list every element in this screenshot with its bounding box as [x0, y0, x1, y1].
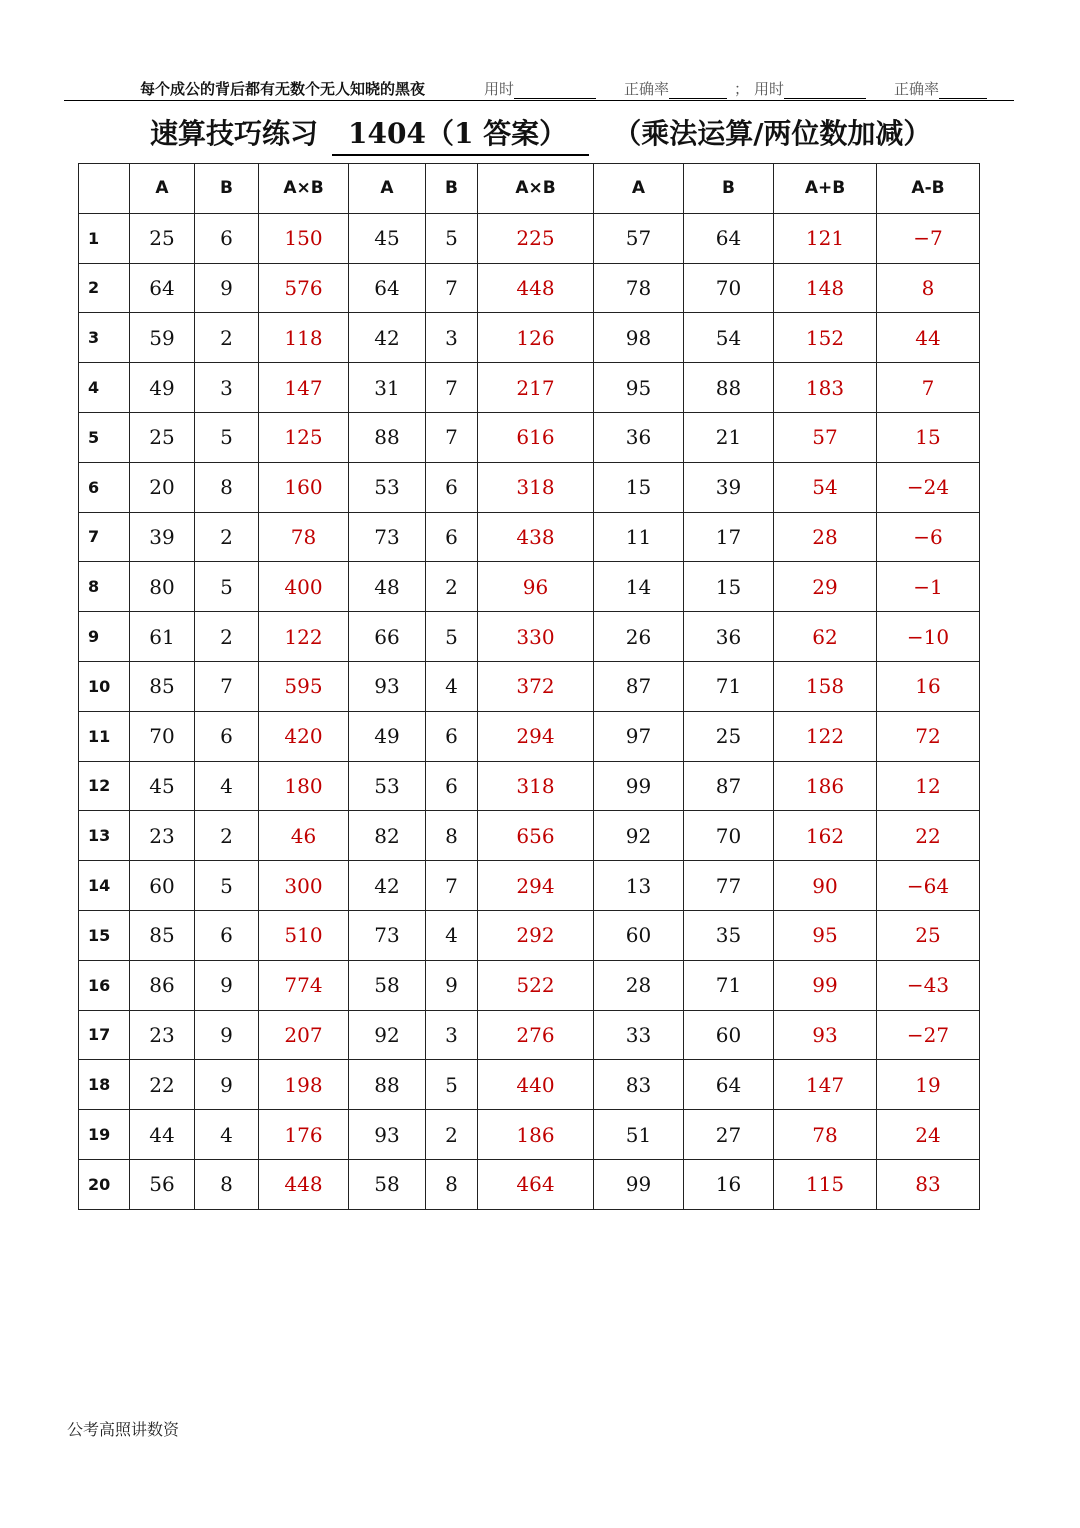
operand-cell: 7: [426, 861, 478, 911]
row-number: 2: [79, 263, 130, 313]
row-number: 12: [79, 761, 130, 811]
page-title: [150, 112, 980, 156]
table-row: [79, 711, 980, 761]
row-number: 7: [79, 512, 130, 562]
separator: ；: [734, 80, 750, 98]
accuracy-label-1: 正确率: [624, 78, 727, 99]
table-row: [79, 960, 980, 1010]
operand-cell: 93: [349, 661, 426, 711]
operand-cell: 4: [426, 910, 478, 960]
answer-cell: −43: [877, 960, 980, 1010]
operand-cell: 57: [594, 213, 684, 263]
table-row: [79, 1110, 980, 1160]
answer-cell: 186: [774, 761, 877, 811]
answer-cell: 57: [774, 412, 877, 462]
operand-cell: 7: [426, 263, 478, 313]
operand-cell: 9: [195, 263, 259, 313]
operand-cell: 17: [684, 512, 774, 562]
operand-cell: 36: [594, 412, 684, 462]
operand-cell: 23: [130, 811, 195, 861]
operand-cell: 15: [594, 462, 684, 512]
operand-cell: 4: [195, 761, 259, 811]
answer-table: [78, 163, 980, 1210]
answer-cell: 15: [877, 412, 980, 462]
operand-cell: 22: [130, 1060, 195, 1110]
title-code: 1404（1 答案）: [332, 112, 589, 156]
answer-cell: 186: [478, 1110, 594, 1160]
time-blank-2[interactable]: [784, 84, 866, 99]
operand-cell: 5: [426, 612, 478, 662]
answer-cell: 448: [478, 263, 594, 313]
operand-cell: 14: [594, 562, 684, 612]
operand-cell: 20: [130, 462, 195, 512]
answer-cell: 152: [774, 313, 877, 363]
answer-cell: −64: [877, 861, 980, 911]
table-row: [79, 462, 980, 512]
operand-cell: 6: [426, 462, 478, 512]
answer-cell: 122: [259, 612, 349, 662]
operand-cell: 99: [594, 1159, 684, 1209]
answer-cell: 8: [877, 263, 980, 313]
answer-cell: 294: [478, 861, 594, 911]
answer-cell: 330: [478, 612, 594, 662]
operand-cell: 88: [349, 412, 426, 462]
operand-cell: 8: [195, 462, 259, 512]
operand-cell: 58: [349, 960, 426, 1010]
answer-cell: −27: [877, 1010, 980, 1060]
answer-cell: 522: [478, 960, 594, 1010]
table-row: [79, 811, 980, 861]
answer-cell: 96: [478, 562, 594, 612]
table-row: [79, 263, 980, 313]
answer-cell: 125: [259, 412, 349, 462]
operand-cell: 86: [130, 960, 195, 1010]
operand-cell: 2: [195, 612, 259, 662]
operand-cell: 44: [130, 1110, 195, 1160]
operand-cell: 9: [426, 960, 478, 1010]
operand-cell: 9: [195, 1060, 259, 1110]
answer-cell: 78: [774, 1110, 877, 1160]
column-header: [79, 164, 130, 214]
operand-cell: 64: [130, 263, 195, 313]
operand-cell: 3: [195, 363, 259, 413]
table-row: [79, 363, 980, 413]
column-header: A: [594, 164, 684, 214]
answer-cell: 160: [259, 462, 349, 512]
operand-cell: 39: [684, 462, 774, 512]
table-row: [79, 661, 980, 711]
operand-cell: 6: [426, 711, 478, 761]
row-number: 1: [79, 213, 130, 263]
table-row: [79, 213, 980, 263]
accuracy-blank-2[interactable]: [939, 84, 987, 99]
operand-cell: 6: [426, 512, 478, 562]
operand-cell: 49: [349, 711, 426, 761]
table-row: [79, 761, 980, 811]
answer-cell: 122: [774, 711, 877, 761]
row-number: 18: [79, 1060, 130, 1110]
operand-cell: 25: [130, 412, 195, 462]
time-label-2: 用时: [754, 78, 866, 99]
operand-cell: 26: [594, 612, 684, 662]
operand-cell: 5: [426, 1060, 478, 1110]
row-number: 3: [79, 313, 130, 363]
operand-cell: 6: [195, 711, 259, 761]
operand-cell: 53: [349, 462, 426, 512]
answer-cell: 464: [478, 1159, 594, 1209]
answer-cell: 420: [259, 711, 349, 761]
answer-cell: 62: [774, 612, 877, 662]
operand-cell: 2: [426, 1110, 478, 1160]
operand-cell: 27: [684, 1110, 774, 1160]
operand-cell: 64: [349, 263, 426, 313]
operand-cell: 73: [349, 910, 426, 960]
answer-cell: 148: [774, 263, 877, 313]
operand-cell: 5: [195, 562, 259, 612]
answer-cell: 318: [478, 761, 594, 811]
operand-cell: 25: [684, 711, 774, 761]
answer-cell: 656: [478, 811, 594, 861]
answer-cell: 294: [478, 711, 594, 761]
operand-cell: 4: [426, 661, 478, 711]
answer-cell: 83: [877, 1159, 980, 1209]
answer-cell: 440: [478, 1060, 594, 1110]
operand-cell: 3: [426, 1010, 478, 1060]
operand-cell: 8: [426, 1159, 478, 1209]
answer-cell: 183: [774, 363, 877, 413]
operand-cell: 60: [130, 861, 195, 911]
operand-cell: 6: [195, 213, 259, 263]
operand-cell: 64: [684, 213, 774, 263]
operand-cell: 87: [594, 661, 684, 711]
time-blank-1[interactable]: [514, 84, 596, 99]
row-number: 15: [79, 910, 130, 960]
operand-cell: 7: [426, 412, 478, 462]
operand-cell: 23: [130, 1010, 195, 1060]
row-number: 14: [79, 861, 130, 911]
row-number: 8: [79, 562, 130, 612]
answer-cell: 318: [478, 462, 594, 512]
operand-cell: 83: [594, 1060, 684, 1110]
answer-cell: 276: [478, 1010, 594, 1060]
operand-cell: 7: [195, 661, 259, 711]
answer-cell: 176: [259, 1110, 349, 1160]
row-number: 16: [79, 960, 130, 1010]
row-number: 5: [79, 412, 130, 462]
operand-cell: 5: [195, 412, 259, 462]
answer-cell: 372: [478, 661, 594, 711]
table-row: [79, 412, 980, 462]
answer-cell: 207: [259, 1010, 349, 1060]
row-number: 17: [79, 1010, 130, 1060]
operand-cell: 98: [594, 313, 684, 363]
operand-cell: 2: [195, 313, 259, 363]
answer-cell: 99: [774, 960, 877, 1010]
answer-cell: 300: [259, 861, 349, 911]
operand-cell: 53: [349, 761, 426, 811]
time-label-1: 用时: [484, 78, 596, 99]
answer-cell: 147: [774, 1060, 877, 1110]
operand-cell: 92: [349, 1010, 426, 1060]
operand-cell: 42: [349, 313, 426, 363]
operand-cell: 25: [130, 213, 195, 263]
answer-cell: 147: [259, 363, 349, 413]
answer-cell: 180: [259, 761, 349, 811]
column-header: A-B: [877, 164, 980, 214]
column-header: A: [349, 164, 426, 214]
column-header: A×B: [478, 164, 594, 214]
answer-cell: 616: [478, 412, 594, 462]
table-row: [79, 1060, 980, 1110]
column-header: B: [684, 164, 774, 214]
operand-cell: 80: [130, 562, 195, 612]
answer-cell: 93: [774, 1010, 877, 1060]
operand-cell: 71: [684, 661, 774, 711]
row-number: 4: [79, 363, 130, 413]
answer-cell: 121: [774, 213, 877, 263]
operand-cell: 39: [130, 512, 195, 562]
operand-cell: 70: [684, 263, 774, 313]
operand-cell: 6: [195, 910, 259, 960]
answer-cell: 72: [877, 711, 980, 761]
operand-cell: 95: [594, 363, 684, 413]
answer-cell: 25: [877, 910, 980, 960]
operand-cell: 64: [684, 1060, 774, 1110]
operand-cell: 70: [130, 711, 195, 761]
table-row: [79, 512, 980, 562]
operand-cell: 85: [130, 910, 195, 960]
operand-cell: 58: [349, 1159, 426, 1209]
operand-cell: 45: [130, 761, 195, 811]
row-number: 9: [79, 612, 130, 662]
answer-cell: 400: [259, 562, 349, 612]
answer-cell: 12: [877, 761, 980, 811]
answer-cell: −24: [877, 462, 980, 512]
answer-cell: 217: [478, 363, 594, 413]
operand-cell: 7: [426, 363, 478, 413]
answer-cell: 19: [877, 1060, 980, 1110]
column-header: B: [426, 164, 478, 214]
operand-cell: 49: [130, 363, 195, 413]
operand-cell: 11: [594, 512, 684, 562]
answer-cell: 7: [877, 363, 980, 413]
operand-cell: 70: [684, 811, 774, 861]
operand-cell: 99: [594, 761, 684, 811]
operand-cell: 60: [684, 1010, 774, 1060]
title-subtitle: （乘法运算/两位数加减）: [613, 117, 932, 150]
title-main: 速算技巧练习: [150, 117, 319, 150]
row-number: 6: [79, 462, 130, 512]
table-row: [79, 910, 980, 960]
answer-cell: 292: [478, 910, 594, 960]
answer-cell: −7: [877, 213, 980, 263]
operand-cell: 8: [195, 1159, 259, 1209]
column-header: B: [195, 164, 259, 214]
operand-cell: 77: [684, 861, 774, 911]
answer-cell: 126: [478, 313, 594, 363]
operand-cell: 36: [684, 612, 774, 662]
answer-cell: 162: [774, 811, 877, 861]
column-header: A: [130, 164, 195, 214]
table-row: [79, 612, 980, 662]
motto-text: 每个成公的背后都有无数个无人知晓的黑夜: [140, 80, 426, 98]
operand-cell: 92: [594, 811, 684, 861]
operand-cell: 15: [684, 562, 774, 612]
operand-cell: 21: [684, 412, 774, 462]
operand-cell: 88: [684, 363, 774, 413]
operand-cell: 97: [594, 711, 684, 761]
operand-cell: 48: [349, 562, 426, 612]
table-row: [79, 1010, 980, 1060]
operand-cell: 33: [594, 1010, 684, 1060]
operand-cell: 2: [426, 562, 478, 612]
answer-cell: 24: [877, 1110, 980, 1160]
accuracy-label-2: 正确率: [894, 78, 987, 99]
table-row: [79, 562, 980, 612]
operand-cell: 16: [684, 1159, 774, 1209]
operand-cell: 59: [130, 313, 195, 363]
answer-cell: 438: [478, 512, 594, 562]
operand-cell: 42: [349, 861, 426, 911]
answer-cell: −1: [877, 562, 980, 612]
answer-cell: 115: [774, 1159, 877, 1209]
answer-cell: 44: [877, 313, 980, 363]
operand-cell: 31: [349, 363, 426, 413]
answer-cell: 16: [877, 661, 980, 711]
answer-cell: 448: [259, 1159, 349, 1209]
column-header: A+B: [774, 164, 877, 214]
row-number: 11: [79, 711, 130, 761]
operand-cell: 71: [684, 960, 774, 1010]
answer-cell: −6: [877, 512, 980, 562]
answer-cell: 595: [259, 661, 349, 711]
answer-cell: 225: [478, 213, 594, 263]
operand-cell: 3: [426, 313, 478, 363]
table-row: [79, 861, 980, 911]
table-row: [79, 313, 980, 363]
operand-cell: 13: [594, 861, 684, 911]
accuracy-blank-1[interactable]: [669, 84, 727, 99]
operand-cell: 5: [426, 213, 478, 263]
operand-cell: 93: [349, 1110, 426, 1160]
operand-cell: 9: [195, 1010, 259, 1060]
operand-cell: 73: [349, 512, 426, 562]
operand-cell: 87: [684, 761, 774, 811]
operand-cell: 4: [195, 1110, 259, 1160]
operand-cell: 6: [426, 761, 478, 811]
answer-cell: 22: [877, 811, 980, 861]
answer-cell: 28: [774, 512, 877, 562]
answer-cell: 774: [259, 960, 349, 1010]
answer-cell: 90: [774, 861, 877, 911]
operand-cell: 8: [426, 811, 478, 861]
operand-cell: 45: [349, 213, 426, 263]
operand-cell: 35: [684, 910, 774, 960]
operand-cell: 60: [594, 910, 684, 960]
answer-cell: 510: [259, 910, 349, 960]
operand-cell: 88: [349, 1060, 426, 1110]
answer-cell: 78: [259, 512, 349, 562]
operand-cell: 54: [684, 313, 774, 363]
answer-cell: 198: [259, 1060, 349, 1110]
operand-cell: 5: [195, 861, 259, 911]
row-number: 10: [79, 661, 130, 711]
answer-cell: −10: [877, 612, 980, 662]
operand-cell: 9: [195, 960, 259, 1010]
row-number: 20: [79, 1159, 130, 1209]
table-header-row: [79, 164, 980, 214]
table-body: [79, 213, 980, 1209]
operand-cell: 2: [195, 512, 259, 562]
answer-cell: 46: [259, 811, 349, 861]
answer-cell: 54: [774, 462, 877, 512]
column-header: A×B: [259, 164, 349, 214]
table-row: [79, 1159, 980, 1209]
footer-text: 公考高照讲数资: [67, 1420, 180, 1439]
operand-cell: 51: [594, 1110, 684, 1160]
operand-cell: 56: [130, 1159, 195, 1209]
operand-cell: 61: [130, 612, 195, 662]
operand-cell: 66: [349, 612, 426, 662]
page-header: [64, 74, 1014, 101]
row-number: 13: [79, 811, 130, 861]
answer-cell: 158: [774, 661, 877, 711]
answer-cell: 29: [774, 562, 877, 612]
operand-cell: 2: [195, 811, 259, 861]
answer-cell: 118: [259, 313, 349, 363]
answer-cell: 576: [259, 263, 349, 313]
operand-cell: 78: [594, 263, 684, 313]
operand-cell: 85: [130, 661, 195, 711]
answer-cell: 150: [259, 213, 349, 263]
operand-cell: 28: [594, 960, 684, 1010]
row-number: 19: [79, 1110, 130, 1160]
answer-cell: 95: [774, 910, 877, 960]
operand-cell: 82: [349, 811, 426, 861]
